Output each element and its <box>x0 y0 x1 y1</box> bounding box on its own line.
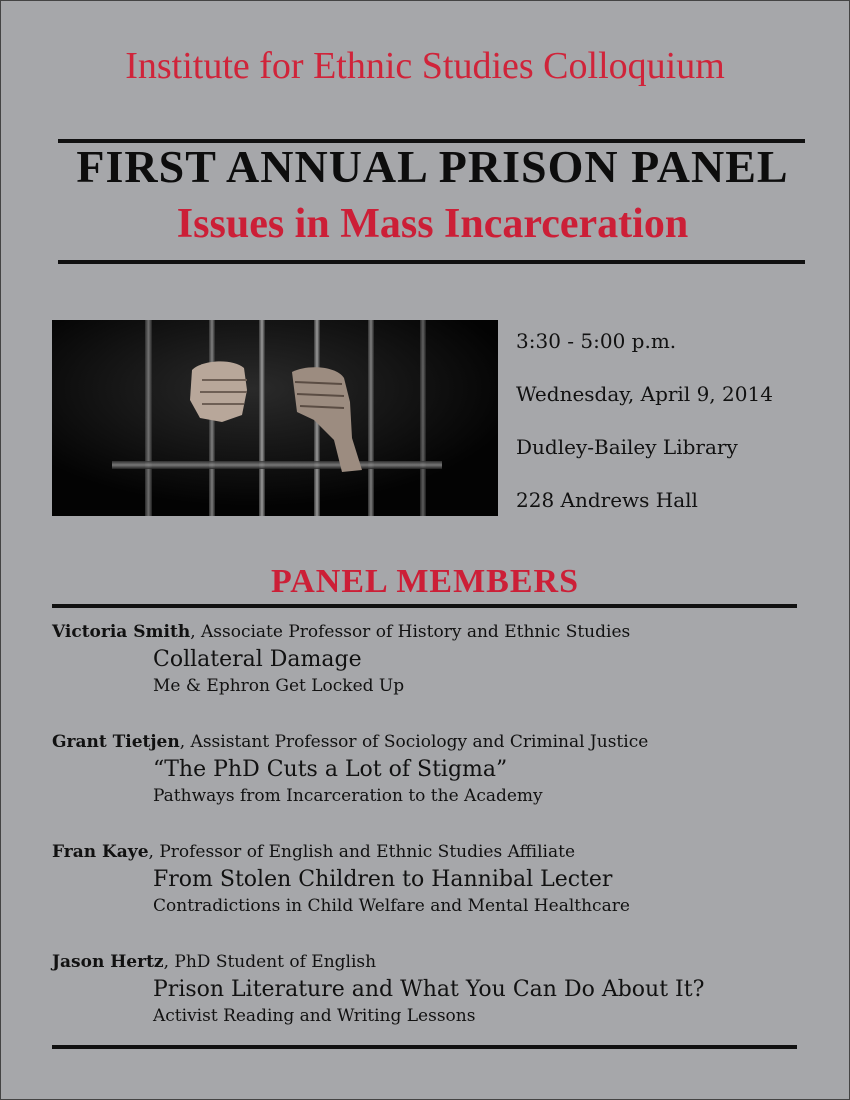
panel-top-rule <box>52 604 797 608</box>
member-name: Grant Tietjen <box>52 732 180 752</box>
event-room: 228 Andrews Hall <box>516 488 698 512</box>
prison-bars-hands-icon <box>52 320 498 516</box>
headline-bottom-rule <box>58 260 805 264</box>
member-role: , PhD Student of English <box>163 952 377 972</box>
member-role: , Assistant Professor of Sociology and Criminal Justice <box>179 732 649 752</box>
member-role: , Associate Professor of History and Ethnic Studies <box>190 622 631 642</box>
member-role: , Professor of English and Ethnic Studies Affiliate <box>148 842 576 862</box>
panel-member <box>52 841 832 917</box>
talk-title: “The PhD Cuts a Lot of Stigma” <box>153 757 508 782</box>
panel-member <box>52 731 832 807</box>
talk-title: Prison Literature and What You Can Do About It? <box>153 977 705 1002</box>
talk-title: Collateral Damage <box>153 647 362 672</box>
prison-bars-photo <box>52 320 498 516</box>
member-name: Fran Kaye <box>52 842 149 862</box>
panel-member <box>52 951 832 1027</box>
event-date: Wednesday, April 9, 2014 <box>516 382 773 406</box>
talk-subtitle: Activist Reading and Writing Lessons <box>153 1006 476 1026</box>
institute-title: Institute for Ethnic Studies Colloquium <box>125 45 725 87</box>
event-venue: Dudley-Bailey Library <box>516 435 738 459</box>
talk-subtitle: Contradictions in Child Welfare and Mental Healthcare <box>153 896 630 916</box>
talk-subtitle: Me & Ephron Get Locked Up <box>153 676 405 696</box>
panel-member <box>52 621 832 697</box>
talk-title: From Stolen Children to Hannibal Lecter <box>153 867 613 892</box>
event-time: 3:30 - 5:00 p.m. <box>516 329 677 353</box>
member-name: Victoria Smith <box>52 622 191 642</box>
panel-bottom-rule <box>52 1045 797 1049</box>
subheadline: Issues in Mass Incarceration <box>176 201 689 247</box>
member-name: Jason Hertz <box>52 952 164 972</box>
talk-subtitle: Pathways from Incarceration to the Academy <box>153 786 543 806</box>
headline: FIRST ANNUAL PRISON PANEL <box>76 141 789 192</box>
panel-members-heading: PANEL MEMBERS <box>270 563 579 600</box>
